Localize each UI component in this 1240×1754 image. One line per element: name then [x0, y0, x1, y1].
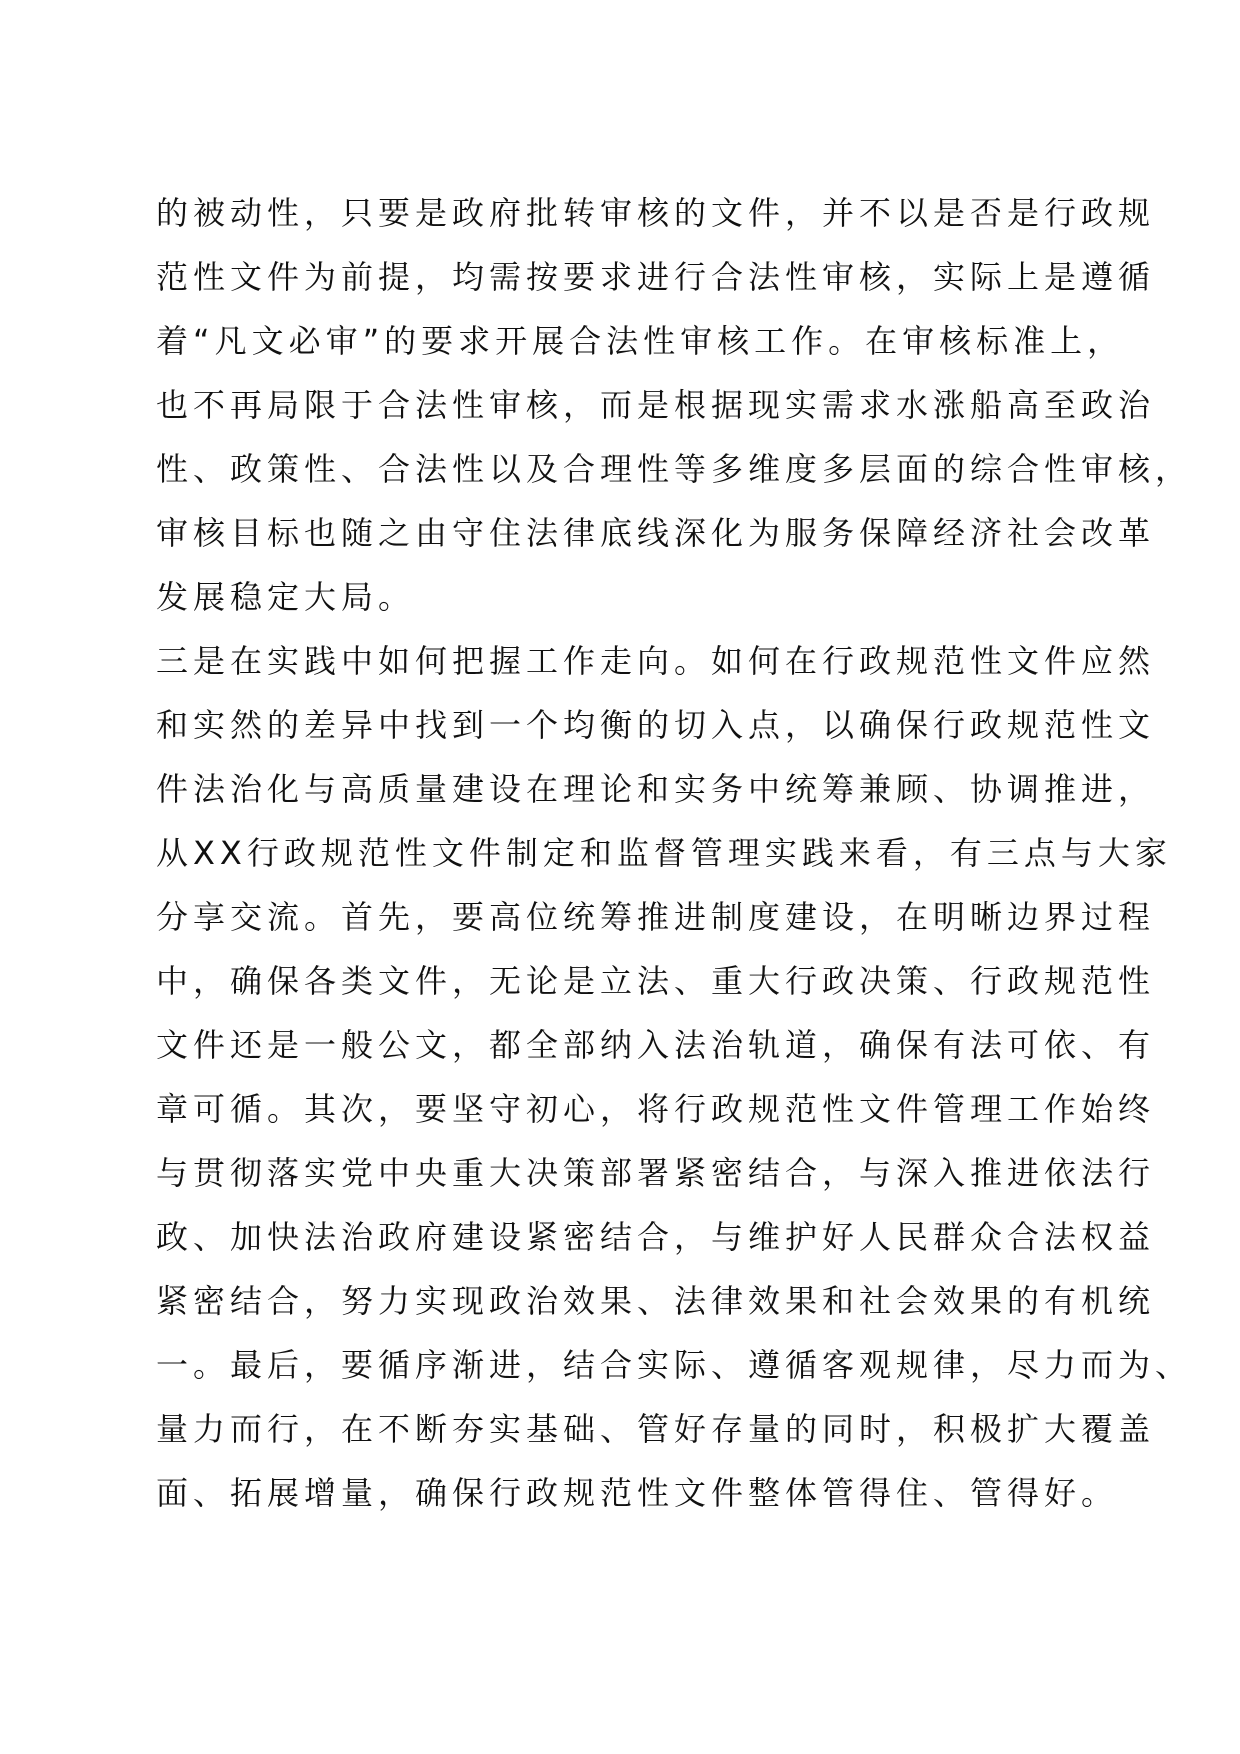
text-line: 件法治化与高质量建设在理论和实务中统筹兼顾、协调推进，: [156, 770, 1156, 808]
text-line: 和实然的差异中找到一个均衡的切入点，以确保行政规范性文: [156, 706, 1156, 744]
text-line: 性、政策性、合法性以及合理性等多维度多层面的综合性审核，: [156, 450, 1193, 488]
text-line: 与贯彻落实党中央重大决策部署紧密结合，与深入推进依法行: [156, 1154, 1156, 1192]
text-line: 文件还是一般公文，都全部纳入法治轨道，确保有法可依、有: [156, 1026, 1156, 1064]
text-line: 章可循。其次，要坚守初心，将行政规范性文件管理工作始终: [156, 1090, 1156, 1128]
body-text: [156, 194, 1193, 1540]
text-line: 范性文件为前提，均需按要求进行合法性审核，实际上是遵循: [156, 258, 1156, 296]
text-line: 的被动性，只要是政府批转审核的文件，并不以是否是行政规: [156, 194, 1156, 232]
text-line: 也不再局限于合法性审核，而是根据现实需求水涨船高至政治: [156, 386, 1156, 424]
text-line: 三是在实践中如何把握工作走向。如何在行政规范性文件应然: [156, 642, 1156, 680]
text-line: 着“凡文必审”的要求开展合法性审核工作。在审核标准上，: [156, 322, 1125, 360]
text-line: 分享交流。首先，要高位统筹推进制度建设，在明晰边界过程: [156, 898, 1156, 936]
text-line: 从XX行政规范性文件制定和监督管理实践来看，有三点与大家: [156, 834, 1172, 872]
text-line: 发展稳定大局。: [156, 578, 416, 616]
text-line: 审核目标也随之由守住法律底线深化为服务保障经济社会改革: [156, 514, 1156, 552]
text-line: 中，确保各类文件，无论是立法、重大行政决策、行政规范性: [156, 962, 1156, 1000]
text-line: 政、加快法治政府建设紧密结合，与维护好人民群众合法权益: [156, 1218, 1156, 1256]
text-line: 紧密结合，努力实现政治效果、法律效果和社会效果的有机统: [156, 1282, 1156, 1320]
text-line: 一。最后，要循序渐进，结合实际、遵循客观规律，尽力而为、: [156, 1346, 1193, 1384]
text-line: 面、拓展增量，确保行政规范性文件整体管得住、管得好。: [156, 1474, 1119, 1512]
text-line: 量力而行，在不断夯实基础、管好存量的同时，积极扩大覆盖: [156, 1410, 1156, 1448]
